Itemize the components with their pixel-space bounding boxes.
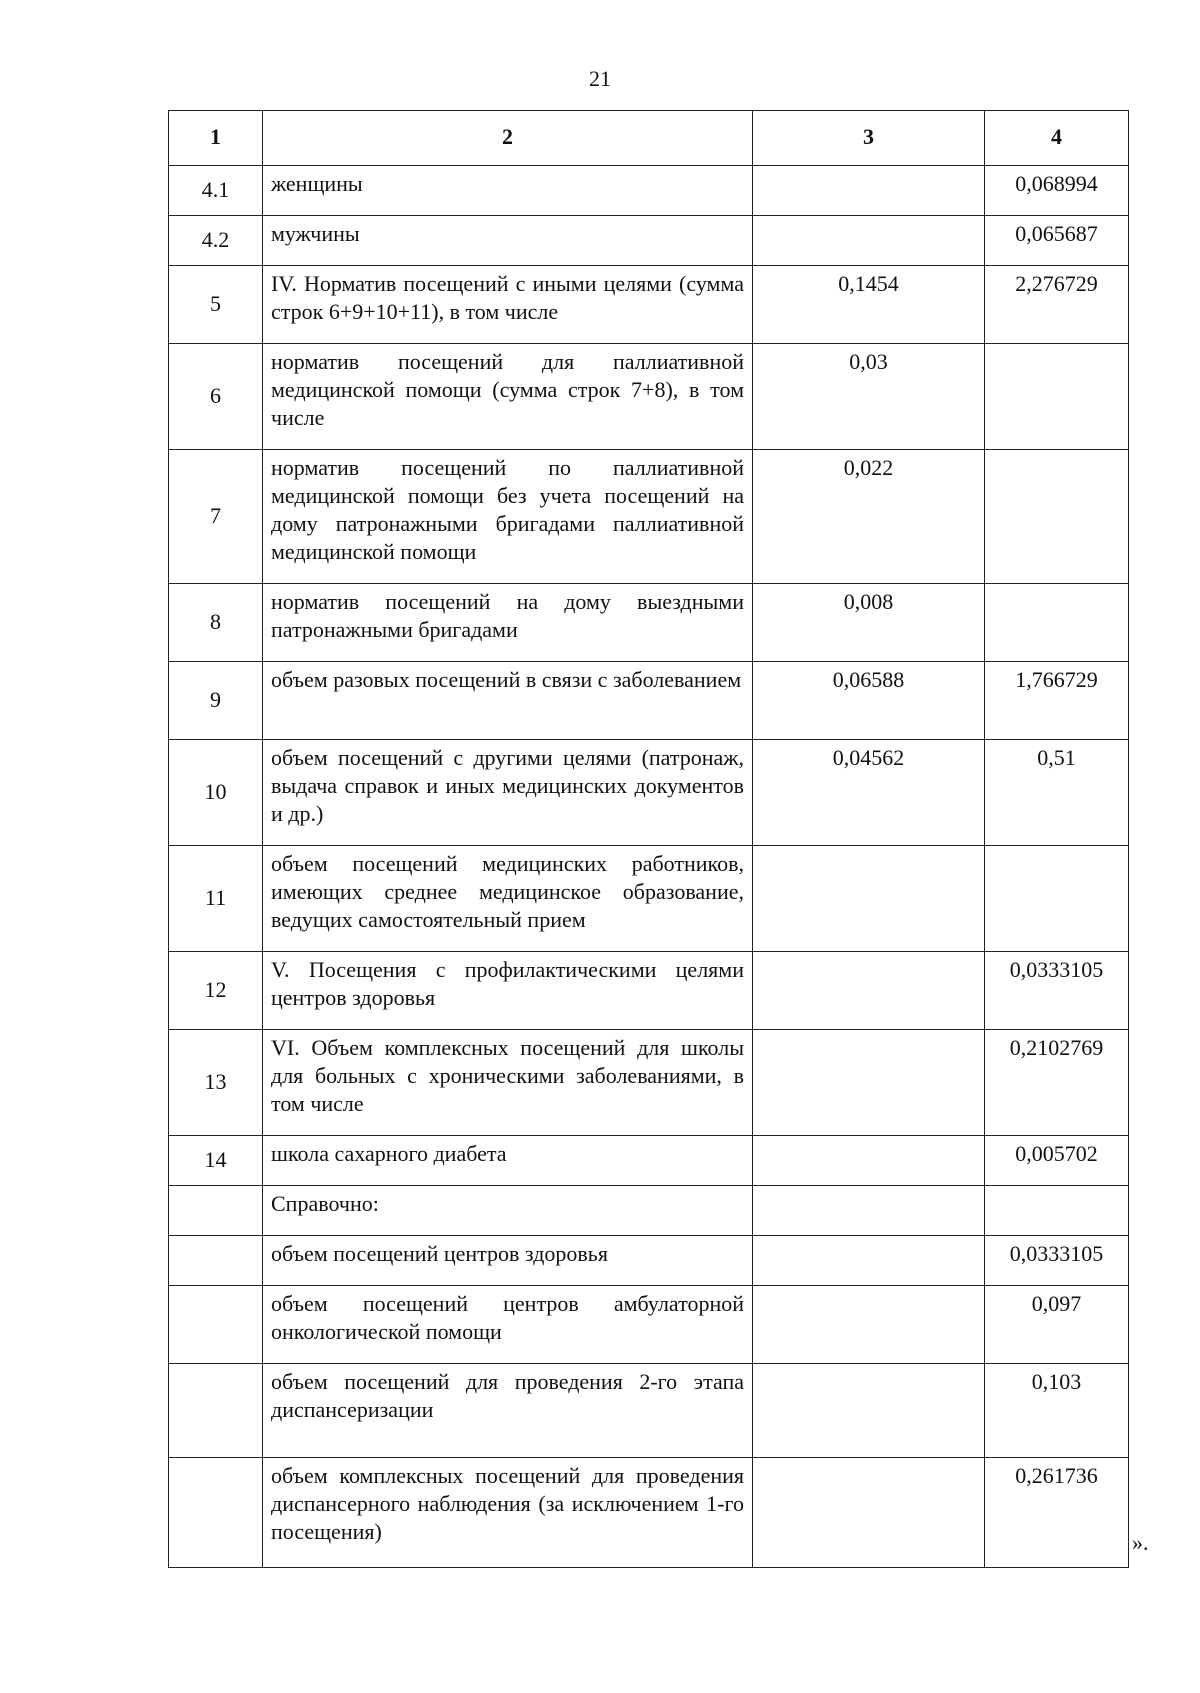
row-number-cell (169, 1236, 263, 1286)
row-description-cell: Справочно: (263, 1186, 753, 1236)
row-description-cell: норматив посещений на дому выездными патронажными бригадами (263, 584, 753, 662)
row-col4-value-cell: 0,0333105 (985, 1236, 1129, 1286)
row-description-cell: объем посещений с другими целями (патронаж, выдача справок и иных медицинских документов и др.) (263, 740, 753, 846)
row-col4-value-cell: 0,005702 (985, 1136, 1129, 1186)
row-col3-value-cell: 0,008 (753, 584, 985, 662)
row-col4-value-cell: 1,766729 (985, 662, 1129, 740)
row-col4-value-cell (985, 344, 1129, 450)
row-description-cell: IV. Норматив посещений с иными целями (сумма строк 6+9+10+11), в том числе (263, 266, 753, 344)
row-description-cell: объем посещений медицинских работников, имеющих среднее медицинское образование, ведущих самостоятельный прием (263, 846, 753, 952)
row-number-cell: 4.1 (169, 166, 263, 216)
row-description-cell: норматив посещений для паллиативной медицинской помощи (сумма строк 7+8), в том числе (263, 344, 753, 450)
table-row (169, 1236, 1129, 1286)
table-row (169, 662, 1129, 740)
table-row (169, 166, 1129, 216)
row-col3-value-cell (753, 1286, 985, 1364)
row-number-cell: 7 (169, 450, 263, 584)
table-row (169, 1458, 1129, 1568)
row-description-cell: объем разовых посещений в связи с заболеванием (263, 662, 753, 740)
header-row (169, 111, 1129, 166)
table-row (169, 584, 1129, 662)
table-row (169, 1030, 1129, 1136)
row-col3-value-cell: 0,1454 (753, 266, 985, 344)
row-col4-value-cell: 0,2102769 (985, 1030, 1129, 1136)
row-description-cell: школа сахарного диабета (263, 1136, 753, 1186)
row-description-cell: объем посещений центров здоровья (263, 1236, 753, 1286)
table-row (169, 952, 1129, 1030)
row-col4-value-cell: 2,276729 (985, 266, 1129, 344)
row-col4-value-cell (985, 846, 1129, 952)
row-col3-value-cell (753, 846, 985, 952)
table-row (169, 740, 1129, 846)
table-row (169, 450, 1129, 584)
row-col4-value-cell (985, 450, 1129, 584)
row-number-cell (169, 1364, 263, 1458)
row-col3-value-cell (753, 1364, 985, 1458)
row-col4-value-cell: 0,261736 (985, 1458, 1129, 1568)
header-col-3: 3 (753, 111, 985, 166)
table-body (169, 166, 1129, 1568)
row-col3-value-cell: 0,022 (753, 450, 985, 584)
row-col4-value-cell (985, 1186, 1129, 1236)
table-row (169, 1186, 1129, 1236)
row-number-cell: 9 (169, 662, 263, 740)
row-number-cell: 13 (169, 1030, 263, 1136)
header-col-4: 4 (985, 111, 1129, 166)
row-col4-value-cell: 0,068994 (985, 166, 1129, 216)
row-col3-value-cell: 0,06588 (753, 662, 985, 740)
normative-table (168, 110, 1129, 1568)
table-row (169, 216, 1129, 266)
row-number-cell: 6 (169, 344, 263, 450)
row-number-cell: 8 (169, 584, 263, 662)
row-col3-value-cell (753, 1136, 985, 1186)
row-col3-value-cell (753, 166, 985, 216)
row-number-cell: 12 (169, 952, 263, 1030)
row-description-cell: VI. Объем комплексных посещений для школы для больных с хроническими заболеваниями, в том числе (263, 1030, 753, 1136)
row-description-cell: женщины (263, 166, 753, 216)
table-row (169, 846, 1129, 952)
table-row (169, 344, 1129, 450)
row-description-cell: мужчины (263, 216, 753, 266)
row-number-cell: 10 (169, 740, 263, 846)
row-col3-value-cell (753, 1458, 985, 1568)
row-number-cell (169, 1286, 263, 1364)
row-description-cell: объем посещений для проведения 2-го этапа диспансеризации (263, 1364, 753, 1458)
row-col3-value-cell: 0,03 (753, 344, 985, 450)
row-description-cell: норматив посещений по паллиативной медицинской помощи без учета посещений на дому патронажными бригадами паллиативной медицинской помощи (263, 450, 753, 584)
page-number: 21 (589, 66, 611, 91)
row-number-cell: 4.2 (169, 216, 263, 266)
row-col4-value-cell: 0,51 (985, 740, 1129, 846)
row-number-cell (169, 1458, 263, 1568)
row-col4-value-cell (985, 584, 1129, 662)
row-number-cell (169, 1186, 263, 1236)
table-row (169, 266, 1129, 344)
row-description-cell: объем комплексных посещений для проведения диспансерного наблюдения (за исключением 1-го посещения) (263, 1458, 753, 1568)
closing-quote-mark: ». (1132, 1530, 1149, 1555)
row-col3-value-cell (753, 216, 985, 266)
row-col4-value-cell: 0,065687 (985, 216, 1129, 266)
row-number-cell: 5 (169, 266, 263, 344)
table-row (169, 1286, 1129, 1364)
header-col-1: 1 (169, 111, 263, 166)
row-col4-value-cell: 0,0333105 (985, 952, 1129, 1030)
row-col3-value-cell: 0,04562 (753, 740, 985, 846)
row-col3-value-cell (753, 952, 985, 1030)
row-description-cell: V. Посещения с профилактическими целями центров здоровья (263, 952, 753, 1030)
row-col3-value-cell (753, 1236, 985, 1286)
row-number-cell: 14 (169, 1136, 263, 1186)
table-header (169, 111, 1129, 166)
row-number-cell: 11 (169, 846, 263, 952)
row-col3-value-cell (753, 1186, 985, 1236)
header-col-2: 2 (263, 111, 753, 166)
row-col4-value-cell: 0,097 (985, 1286, 1129, 1364)
table-row (169, 1136, 1129, 1186)
row-col4-value-cell: 0,103 (985, 1364, 1129, 1458)
table-row (169, 1364, 1129, 1458)
row-col3-value-cell (753, 1030, 985, 1136)
row-description-cell: объем посещений центров амбулаторной онкологической помощи (263, 1286, 753, 1364)
